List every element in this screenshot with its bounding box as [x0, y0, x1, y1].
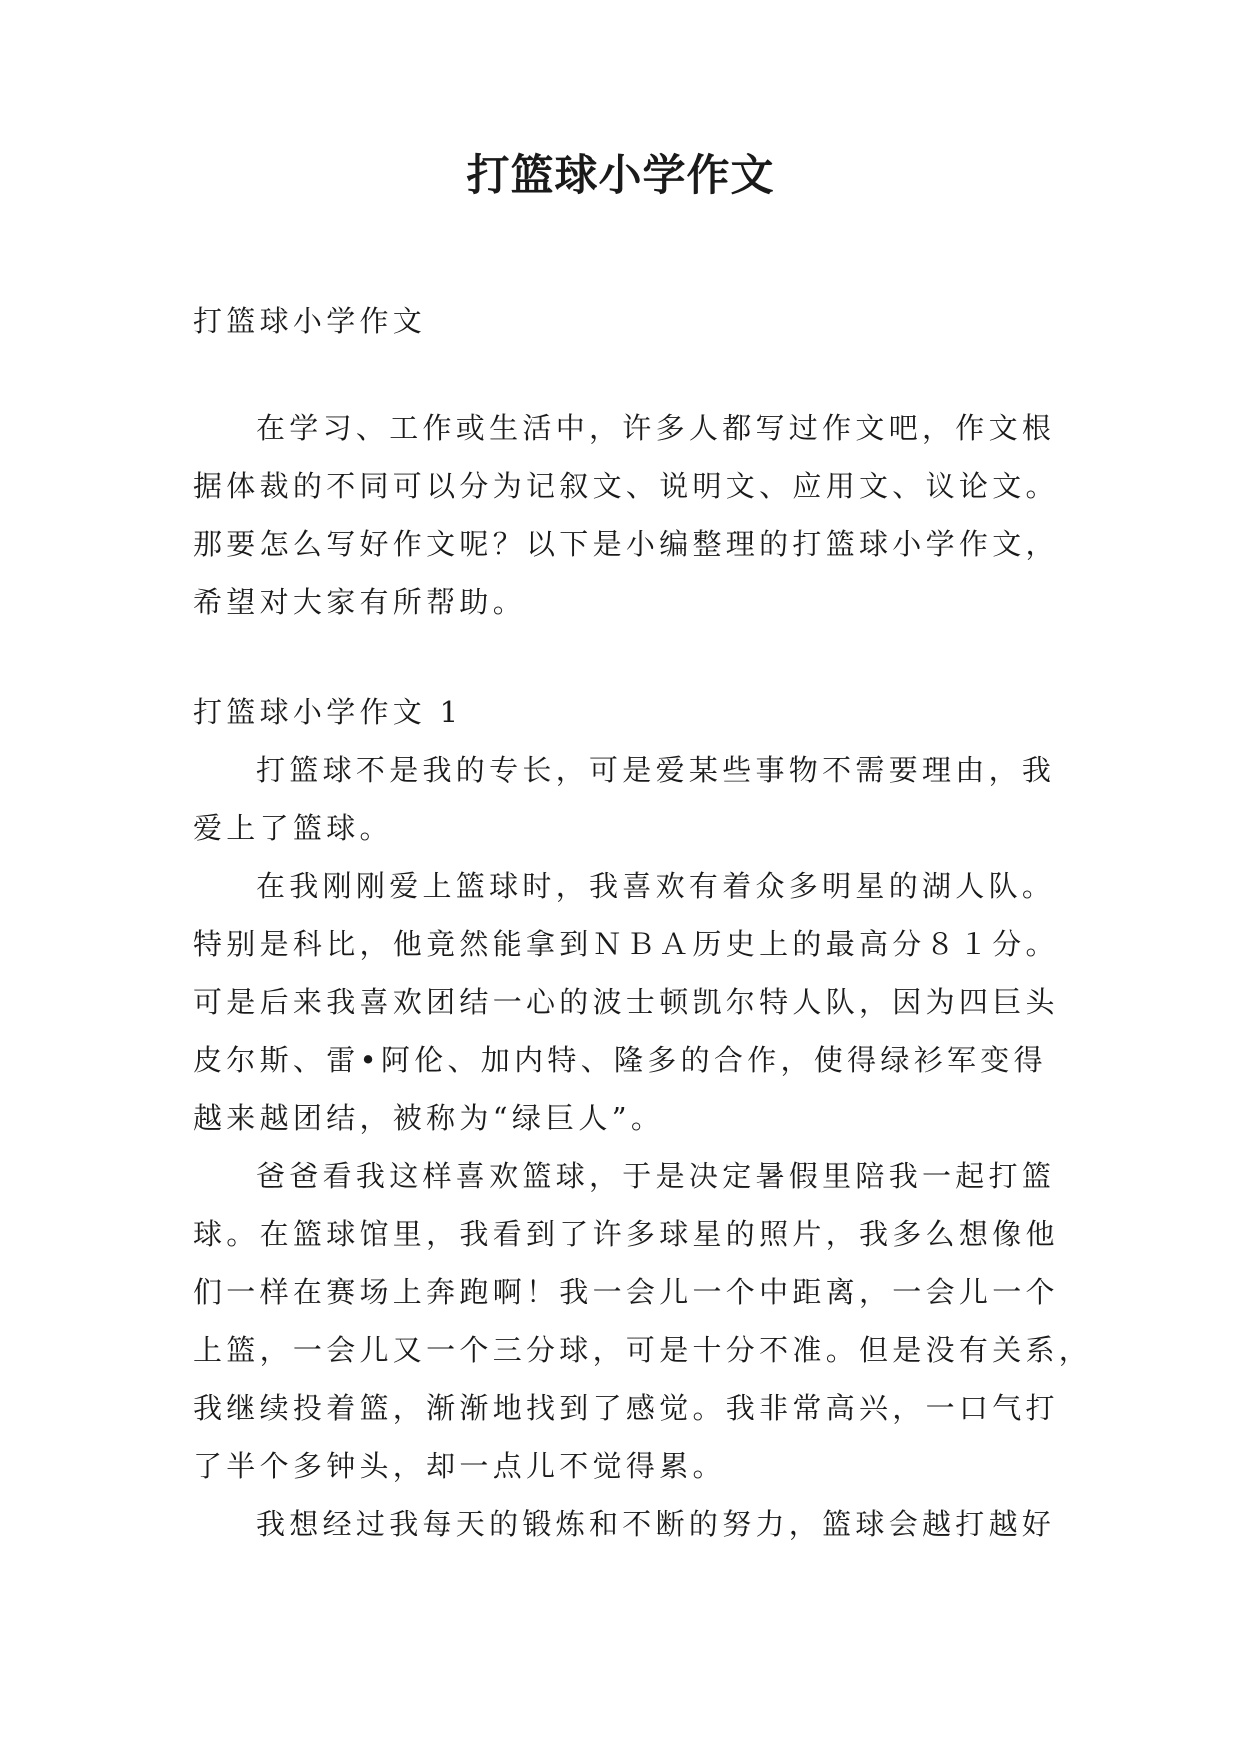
text-line: 希望对大家有所帮助。: [193, 585, 527, 619]
body-paragraph: [193, 1495, 1063, 1553]
text-line: 在学习、工作或生活中，许多人都写过作文吧，作文根: [256, 411, 1056, 445]
section-title: 打篮球小学作文 1: [193, 695, 463, 729]
document-body: [193, 292, 1093, 1553]
body-paragraph: [193, 741, 1063, 857]
text-line: 上篮，一会儿又一个三分球，可是十分不准。但是没有关系，: [193, 1333, 1093, 1367]
text-line: 爸爸看我这样喜欢篮球，于是决定暑假里陪我一起打篮: [256, 1159, 1056, 1193]
document-subtitle: 打篮球小学作文: [193, 304, 427, 338]
text-line: 特别是科比，他竟然能拿到ＮＢＡ历史上的最高分８１分。: [193, 927, 1059, 961]
text-line: 球。在篮球馆里，我看到了许多球星的照片，我多么想像他: [193, 1217, 1059, 1251]
body-paragraph: [193, 1147, 1093, 1495]
text-line: 皮尔斯、雷•阿伦、加内特、隆多的合作，使得绿衫军变得: [193, 1043, 1047, 1077]
text-line: 爱上了篮球。: [193, 811, 393, 845]
document-title: 打篮球小学作文: [466, 151, 775, 201]
text-line: 打篮球不是我的专长，可是爱某些事物不需要理由，我: [256, 753, 1056, 787]
text-line: 了半个多钟头，却一点儿不觉得累。: [193, 1449, 726, 1483]
text-line: 据体裁的不同可以分为记叙文、说明文、应用文、议论文。: [193, 469, 1059, 503]
text-line: 我想经过我每天的锻炼和不断的努力，篮球会越打越好: [256, 1507, 1056, 1541]
text-line: 可是后来我喜欢团结一心的波士顿凯尔特人队，因为四巨头: [193, 985, 1059, 1019]
text-line: 在我刚刚爱上篮球时，我喜欢有着众多明星的湖人队。: [256, 869, 1056, 903]
intro-paragraph: [193, 399, 1063, 631]
text-line: 那要怎么写好作文呢？以下是小编整理的打篮球小学作文，: [193, 527, 1059, 561]
text-line: 越来越团结，被称为“绿巨人”。: [193, 1101, 665, 1135]
text-line: 我继续投着篮，渐渐地找到了感觉。我非常高兴，一口气打: [193, 1391, 1059, 1425]
body-paragraph: [193, 857, 1063, 1147]
text-line: 们一样在赛场上奔跑啊！我一会儿一个中距离，一会儿一个: [193, 1275, 1059, 1309]
